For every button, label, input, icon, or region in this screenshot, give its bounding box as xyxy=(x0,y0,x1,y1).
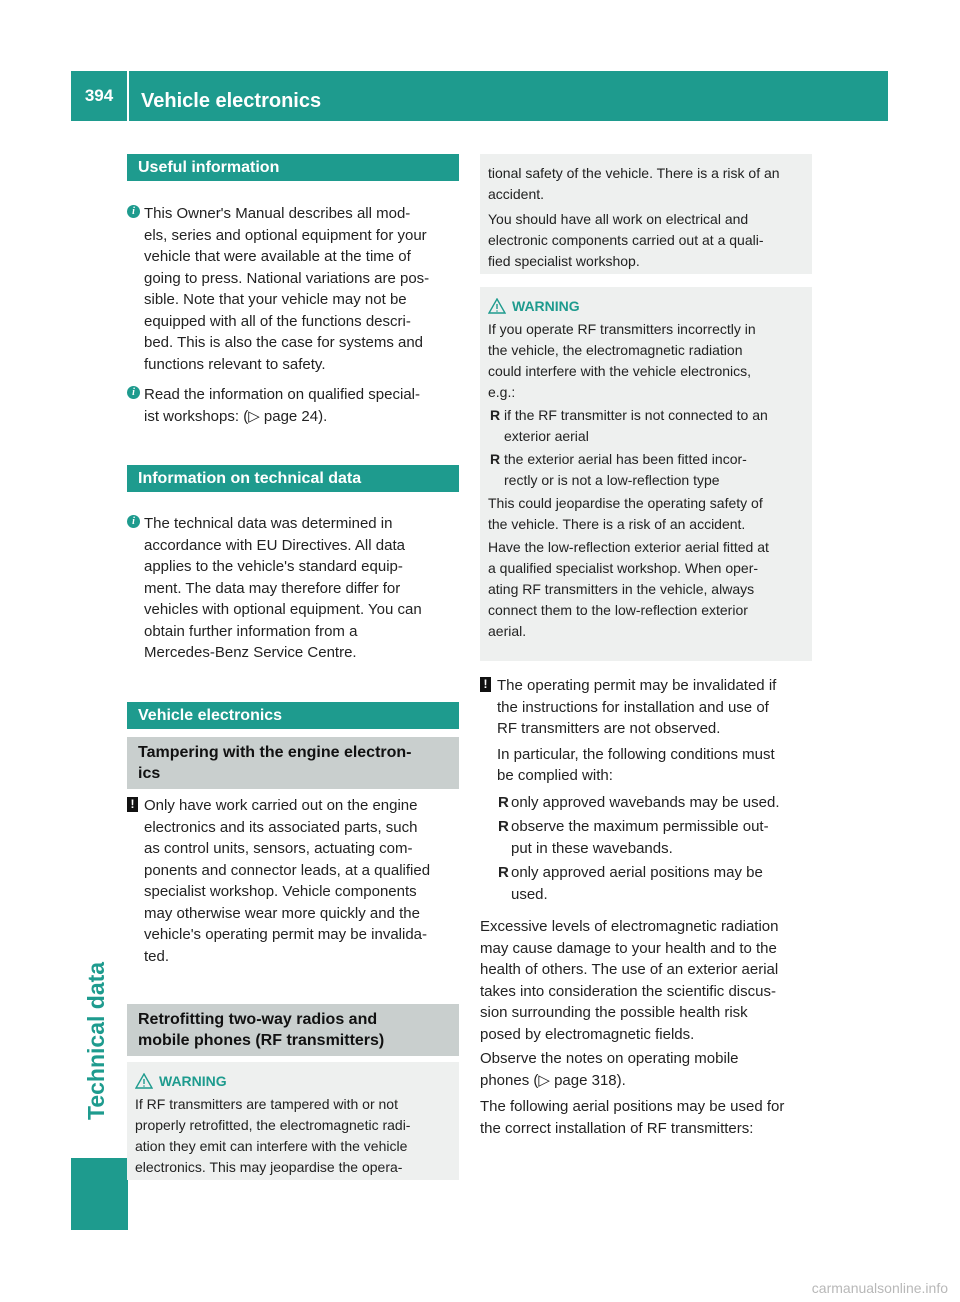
text-line: ating RF transmitters in the vehicle, always xyxy=(488,581,755,597)
bullet-marker: R xyxy=(498,793,509,811)
text-line: be complied with: xyxy=(497,767,613,784)
list-item xyxy=(497,792,812,814)
text-line: health of others. The use of an exterior aerial xyxy=(480,961,779,978)
page-number: 394 xyxy=(84,86,114,105)
paragraph-aerial-positions xyxy=(480,1096,812,1139)
caution-note-operating-permit xyxy=(480,675,812,905)
heading-line: Tampering with the engine electron- xyxy=(138,744,412,761)
info-icon: i xyxy=(127,205,140,218)
warning-box-retrofitting xyxy=(127,1062,459,1180)
text-line: You should have all work on electrical and xyxy=(488,211,749,227)
text-line: This Owner's Manual describes all mod- xyxy=(144,205,411,222)
text-line: the instructions for installation and use of xyxy=(497,698,769,716)
text-line: ponents and connector leads, at a qualified xyxy=(144,861,431,879)
text-line: accordance with EU Directives. All data xyxy=(144,536,405,554)
text-line: exterior aerial xyxy=(504,428,589,444)
text-line: accident. xyxy=(488,186,545,202)
info-paragraph-manual xyxy=(127,203,459,375)
text-line: may cause damage to your health and to the xyxy=(480,939,777,957)
text-line: equipped with all of the functions descri- xyxy=(144,312,411,330)
side-tab-marker xyxy=(71,1158,128,1230)
bullet-marker: R xyxy=(498,818,509,835)
side-section-label: Technical data xyxy=(83,961,109,1120)
info-paragraph-workshops xyxy=(127,384,459,427)
warning-text xyxy=(488,537,804,642)
text-line: a qualified specialist workshop. When oper- xyxy=(488,560,759,576)
chapter-title: Vehicle electronics xyxy=(141,90,322,112)
text-line: The technical data was determined in xyxy=(144,515,393,532)
text-line: the vehicle. There is a risk of an accident. xyxy=(488,516,746,532)
info-paragraph-technical-data xyxy=(127,513,459,664)
text-line: electronics. This may jeopardise the opera- xyxy=(135,1159,403,1175)
warning-triangle-icon xyxy=(488,298,506,314)
text-line: properly retrofitted, the electromagnetic radi- xyxy=(135,1117,411,1133)
text-line: as control units, sensors, actuating com- xyxy=(144,840,413,857)
warning-text xyxy=(488,493,804,535)
text-line: functions relevant to safety. xyxy=(144,355,326,373)
caution-note-tampering xyxy=(127,795,459,967)
text-line: observe the maximum permissible out- xyxy=(511,818,769,835)
paragraph-observe-notes xyxy=(480,1048,812,1091)
text-line: takes into consideration the scientific discus- xyxy=(480,982,776,1000)
text-line: only approved aerial positions may be xyxy=(511,864,763,881)
bullet-marker: R xyxy=(498,864,509,881)
heading-useful-information: Useful information xyxy=(127,154,459,181)
text-line: may otherwise wear more quickly and the xyxy=(144,904,420,922)
text-line: going to press. National variations are pos- xyxy=(144,269,430,287)
text-line: If RF transmitters are tampered with or not xyxy=(135,1096,398,1112)
text-line: This could jeopardise the operating safety of xyxy=(488,495,763,511)
list-item xyxy=(497,816,812,859)
text-line: fied specialist workshop. xyxy=(488,253,640,269)
warning-text xyxy=(135,1094,451,1178)
text-line: electronics and its associated parts, such xyxy=(144,818,418,836)
heading-tampering xyxy=(127,737,459,789)
page-link-318[interactable]: phones (▷ page 318). xyxy=(480,1071,626,1089)
text-line: tional safety of the vehicle. There is a risk of an xyxy=(488,165,780,181)
warning-box-continued xyxy=(480,154,812,274)
text-line: Read the information on qualified special- xyxy=(144,386,420,403)
heading-line: Retrofitting two-way radios and xyxy=(138,1011,378,1028)
text-line: Observe the notes on operating mobile xyxy=(480,1050,739,1067)
text-line: ted. xyxy=(144,947,170,965)
text-line: used. xyxy=(511,885,548,903)
text-line: aerial. xyxy=(488,623,527,639)
heading-line: ics xyxy=(138,765,161,782)
text-line: put in these wavebands. xyxy=(511,839,673,857)
watermark: carmanualsonline.info xyxy=(811,1280,948,1296)
text-line: obtain further information from a xyxy=(144,622,358,640)
text-line: posed by electromagnetic fields. xyxy=(480,1025,695,1043)
text-line: The following aerial positions may be used for xyxy=(480,1098,785,1115)
heading-technical-data: Information on technical data xyxy=(127,465,459,492)
text-line: The operating permit may be invalidated if xyxy=(497,677,777,694)
info-icon: i xyxy=(127,515,140,528)
text-line: ment. The data may therefore differ for xyxy=(144,579,401,597)
heading-vehicle-electronics: Vehicle electronics xyxy=(127,702,459,729)
warning-title: WARNING xyxy=(135,1071,451,1092)
text-line: rectly or is not a low-reflection type xyxy=(504,472,720,488)
text-line: Have the low-reflection exterior aerial fitted at xyxy=(488,539,769,555)
heading-retrofitting xyxy=(127,1004,459,1056)
paragraph-excessive-radiation xyxy=(480,916,812,1045)
info-icon: i xyxy=(127,386,140,399)
warning-intro xyxy=(488,319,804,403)
warning-text xyxy=(488,209,804,272)
warning-box-rf-transmitters xyxy=(480,287,812,661)
text-line: RF transmitters are not observed. xyxy=(497,720,721,737)
text-line: bed. This is also the case for systems and xyxy=(144,334,424,351)
bullet-marker: R xyxy=(490,451,501,467)
list-item xyxy=(497,862,812,905)
text-line: Excessive levels of electromagnetic radiation xyxy=(480,918,779,935)
heading-line: mobile phones (RF transmitters) xyxy=(138,1032,385,1049)
text-line: electronic components carried out at a quali- xyxy=(488,232,764,248)
text-line: vehicle's operating permit may be invalida- xyxy=(144,926,428,943)
warning-bullet xyxy=(488,449,804,491)
text-line: In particular, the following conditions must xyxy=(497,745,775,763)
exclamation-icon: ! xyxy=(127,797,138,812)
text-line: only approved wavebands may be used. xyxy=(511,793,780,811)
text-line: If you operate RF transmitters incorrectly in xyxy=(488,321,756,337)
warning-title: WARNING xyxy=(488,296,804,317)
text-line: connect them to the low-reflection exterior xyxy=(488,602,748,618)
text-line: e.g.: xyxy=(488,384,516,400)
text-line: vehicle that were available at the time of xyxy=(144,248,411,265)
text-line: Only have work carried out on the engine xyxy=(144,797,418,814)
text-line: ation they emit can interfere with the vehicle xyxy=(135,1138,408,1154)
exclamation-icon: ! xyxy=(480,677,491,692)
text-line: the vehicle, the electromagnetic radiation xyxy=(488,342,743,358)
text-line: Mercedes-Benz Service Centre. xyxy=(144,644,357,661)
text-line: vehicles with optional equipment. You can xyxy=(144,601,422,618)
text-line: sible. Note that your vehicle may not be xyxy=(144,291,407,308)
text-line: specialist workshop. Vehicle components xyxy=(144,883,417,900)
text-line: applies to the vehicle's standard equip- xyxy=(144,558,403,575)
text-line: if the RF transmitter is not connected to an xyxy=(504,407,768,423)
bullet-marker: R xyxy=(490,407,501,423)
text-line: the exterior aerial has been fitted incor- xyxy=(504,451,747,467)
text-line: could interfere with the vehicle electronics, xyxy=(488,363,752,379)
note-subparagraph xyxy=(497,744,812,787)
text-line: sion surrounding the possible health risk xyxy=(480,1004,748,1021)
page-link-24[interactable]: ist workshops: (▷ page 24). xyxy=(144,407,328,425)
text-line: els, series and optional equipment for your xyxy=(144,226,427,244)
warning-triangle-icon xyxy=(135,1073,153,1089)
warning-bullet xyxy=(488,405,804,447)
header-divider xyxy=(127,71,129,121)
text-line: the correct installation of RF transmitters: xyxy=(480,1119,754,1137)
